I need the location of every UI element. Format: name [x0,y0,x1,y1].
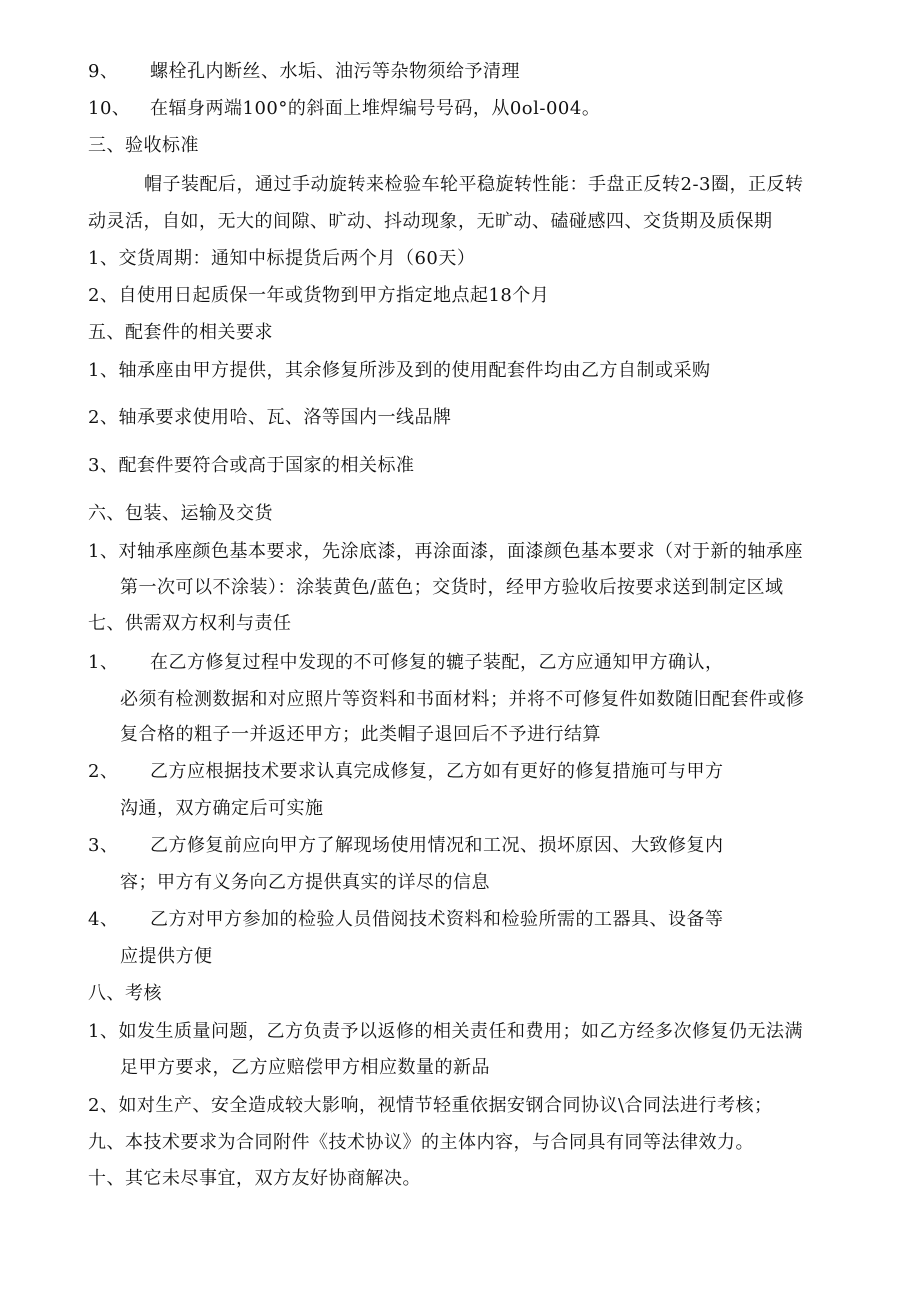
item-9-text: 螺栓孔内断丝、水垢、油污等杂物须给予清理 [150,61,520,82]
section-3-heading: 三、验收标准 [88,135,199,156]
section-7-item-1-number: 1、 [88,652,119,673]
section-7-item-2-line-2: 沟通，双方确定后可实施 [120,798,324,819]
item-9-number: 9、 [88,61,119,82]
section-9: 九、本技术要求为合同附件《技术协议》的主体内容，与合同具有同等法律效力。 [88,1132,754,1153]
section-3-paragraph-line-2: 动灵活，自如，无大的间隙、旷动、抖动现象，无旷动、磕碰感四、交货期及质保期 [88,211,773,232]
section-8-item-1-line-1: 1、如发生质量问题，乙方负责予以返修的相关责任和费用；如乙方经多次修复仍无法满 [88,1021,803,1042]
section-7-item-3-line-2: 容；甲方有义务向乙方提供真实的详尽的信息 [120,872,490,893]
section-7-item-2-line-1: 乙方应根据技术要求认真完成修复，乙方如有更好的修复措施可与甲方 [150,761,724,782]
item-10-number: 10、 [88,98,131,119]
section-7-item-1-line-3: 复合格的粗子一并返还甲方；此类帽子退回后不予进行结算 [120,724,601,745]
section-7-item-1-line-2: 必须有检测数据和对应照片等资料和书面材料；并将不可修复件如数随旧配套件或修 [120,689,805,710]
section-6-heading: 六、包装、运输及交货 [88,503,273,524]
section-7-item-3-line-1: 乙方修复前应向甲方了解现场使用情况和工况、损坏原因、大致修复内 [150,835,724,856]
section-6-item-1-line-1: 1、对轴承座颜色基本要求，先涂底漆，再涂面漆，面漆颜色基本要求（对于新的轴承座 [88,541,803,562]
section-5-item-3: 3、配套件要符合或高于国家的相关标准 [88,455,415,476]
section-5-item-1: 1、轴承座由甲方提供，其余修复所涉及到的使用配套件均由乙方自制或采购 [88,360,711,381]
delivery-period: 1、交货周期：通知中标提货后两个月（60天） [88,248,476,269]
section-5-item-2: 2、轴承要求使用哈、瓦、洛等国内一线品牌 [88,407,452,428]
section-7-item-4-line-1: 乙方对甲方参加的检验人员借阅技术资料和检验所需的工器具、设备等 [150,909,724,930]
section-7-item-2-number: 2、 [88,761,119,782]
section-7-item-4-number: 4、 [88,909,119,930]
warranty-period: 2、自使用日起质保一年或货物到甲方指定地点起18个月 [88,285,550,306]
section-8-heading: 八、考核 [88,983,162,1004]
section-7-heading: 七、供需双方权利与责任 [88,613,292,634]
item-10-text: 在辐身两端100°的斜面上堆焊编号号码，从0ol-004。 [150,98,601,119]
section-10: 十、其它未尽事宜，双方友好协商解决。 [88,1168,421,1189]
section-7-item-3-number: 3、 [88,835,119,856]
section-5-heading: 五、配套件的相关要求 [88,322,273,343]
section-8-item-1-line-2: 足甲方要求，乙方应赔偿甲方相应数量的新品 [120,1057,490,1078]
section-6-item-1-line-2: 第一次可以不涂装）：涂装黄色/蓝色；交货时，经甲方验收后按要求送到制定区域 [120,577,784,598]
section-3-paragraph-line-1: 帽子装配后，通过手动旋转来检验车轮平稳旋转性能：手盘正反转2-3圈，正反转 [144,174,804,195]
section-8-item-2: 2、如对生产、安全造成较大影响，视情节轻重依据安钢合同协议\合同法进行考核； [88,1095,773,1116]
section-7-item-4-line-2: 应提供方便 [120,946,213,967]
section-7-item-1-line-1: 在乙方修复过程中发现的不可修复的辘子装配，乙方应通知甲方确认， [150,652,724,673]
